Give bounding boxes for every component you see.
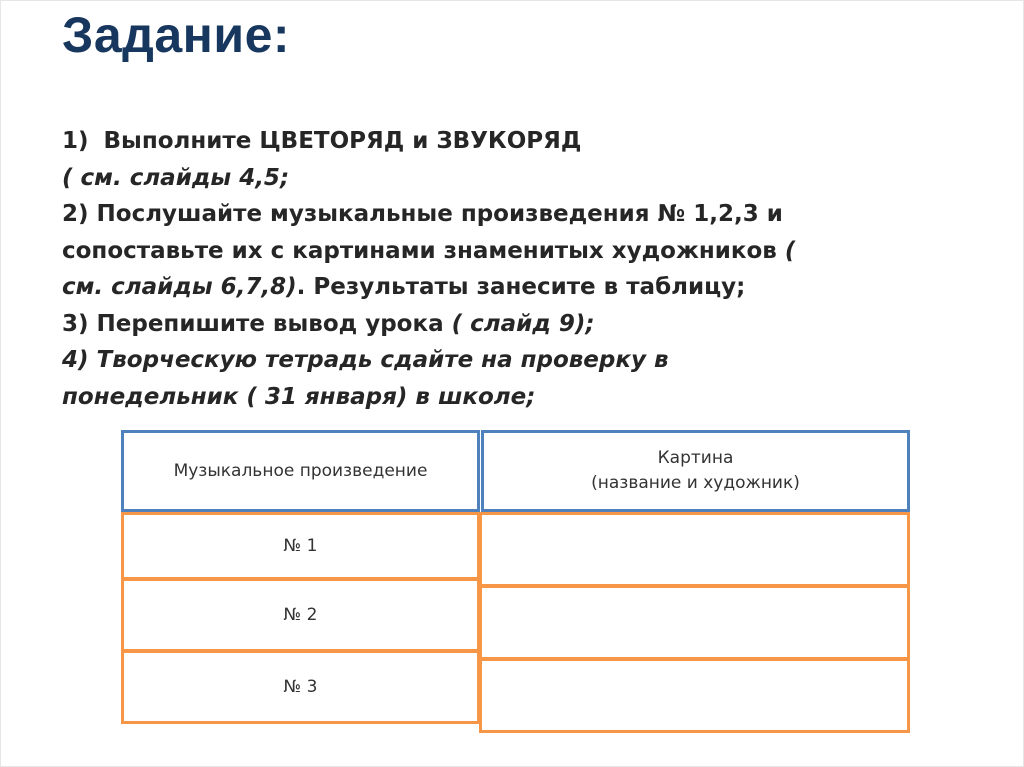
task-2-line-2	[62, 233, 992, 270]
task-1-reference: ( см. слайды 4,5;	[62, 164, 290, 191]
table-row-label-3	[121, 650, 480, 724]
row-3-label: № 3	[283, 676, 318, 697]
task-2-line-1: 2) Послушайте музыкальные произведения № 1,2,3 и	[62, 201, 783, 227]
task-3-reference: ( слайд 9);	[451, 310, 595, 337]
table-header-painting-sublabel: (название и художник)	[591, 473, 800, 493]
table-header-music-label: Музыкальное произведение	[173, 460, 428, 481]
task-list	[62, 123, 992, 415]
table-header-painting	[481, 430, 910, 512]
task-1-text: Выполните ЦВЕТОРЯД и ЗВУКОРЯД	[103, 128, 582, 154]
table-row-label-1	[121, 512, 480, 580]
table-answer-cell-1[interactable]	[479, 512, 910, 587]
row-2-label: № 2	[283, 604, 318, 625]
table-row-label-2	[121, 578, 480, 652]
task-4-line-2: понедельник ( 31 января) в школе;	[62, 383, 536, 410]
task-3-text: 3) Перепишите вывод урока	[62, 310, 452, 337]
row-1-label: № 1	[283, 535, 318, 556]
task-2-line-3-text: . Результаты занесите в таблицу;	[296, 274, 746, 300]
task-2-line-3	[62, 269, 992, 306]
table-header-music	[121, 430, 480, 512]
table-answer-cell-3[interactable]	[479, 658, 910, 733]
slide-title: Задание:	[62, 7, 291, 63]
task-1-number: 1)	[62, 128, 89, 154]
task-1	[62, 123, 992, 160]
task-2-slides-reference: см. слайды 6,7,8)	[62, 274, 297, 300]
task-2-line-2-text: сопоставьте их с картинами знаменитых художников	[62, 237, 777, 264]
task-2-line-2-paren: (	[776, 237, 796, 264]
table-header-painting-label: Картина	[657, 448, 734, 468]
task-4-line-1: 4) Творческую тетрадь сдайте на проверку в	[62, 347, 669, 373]
task-3	[62, 306, 992, 343]
table-answer-cell-2[interactable]	[479, 585, 910, 660]
